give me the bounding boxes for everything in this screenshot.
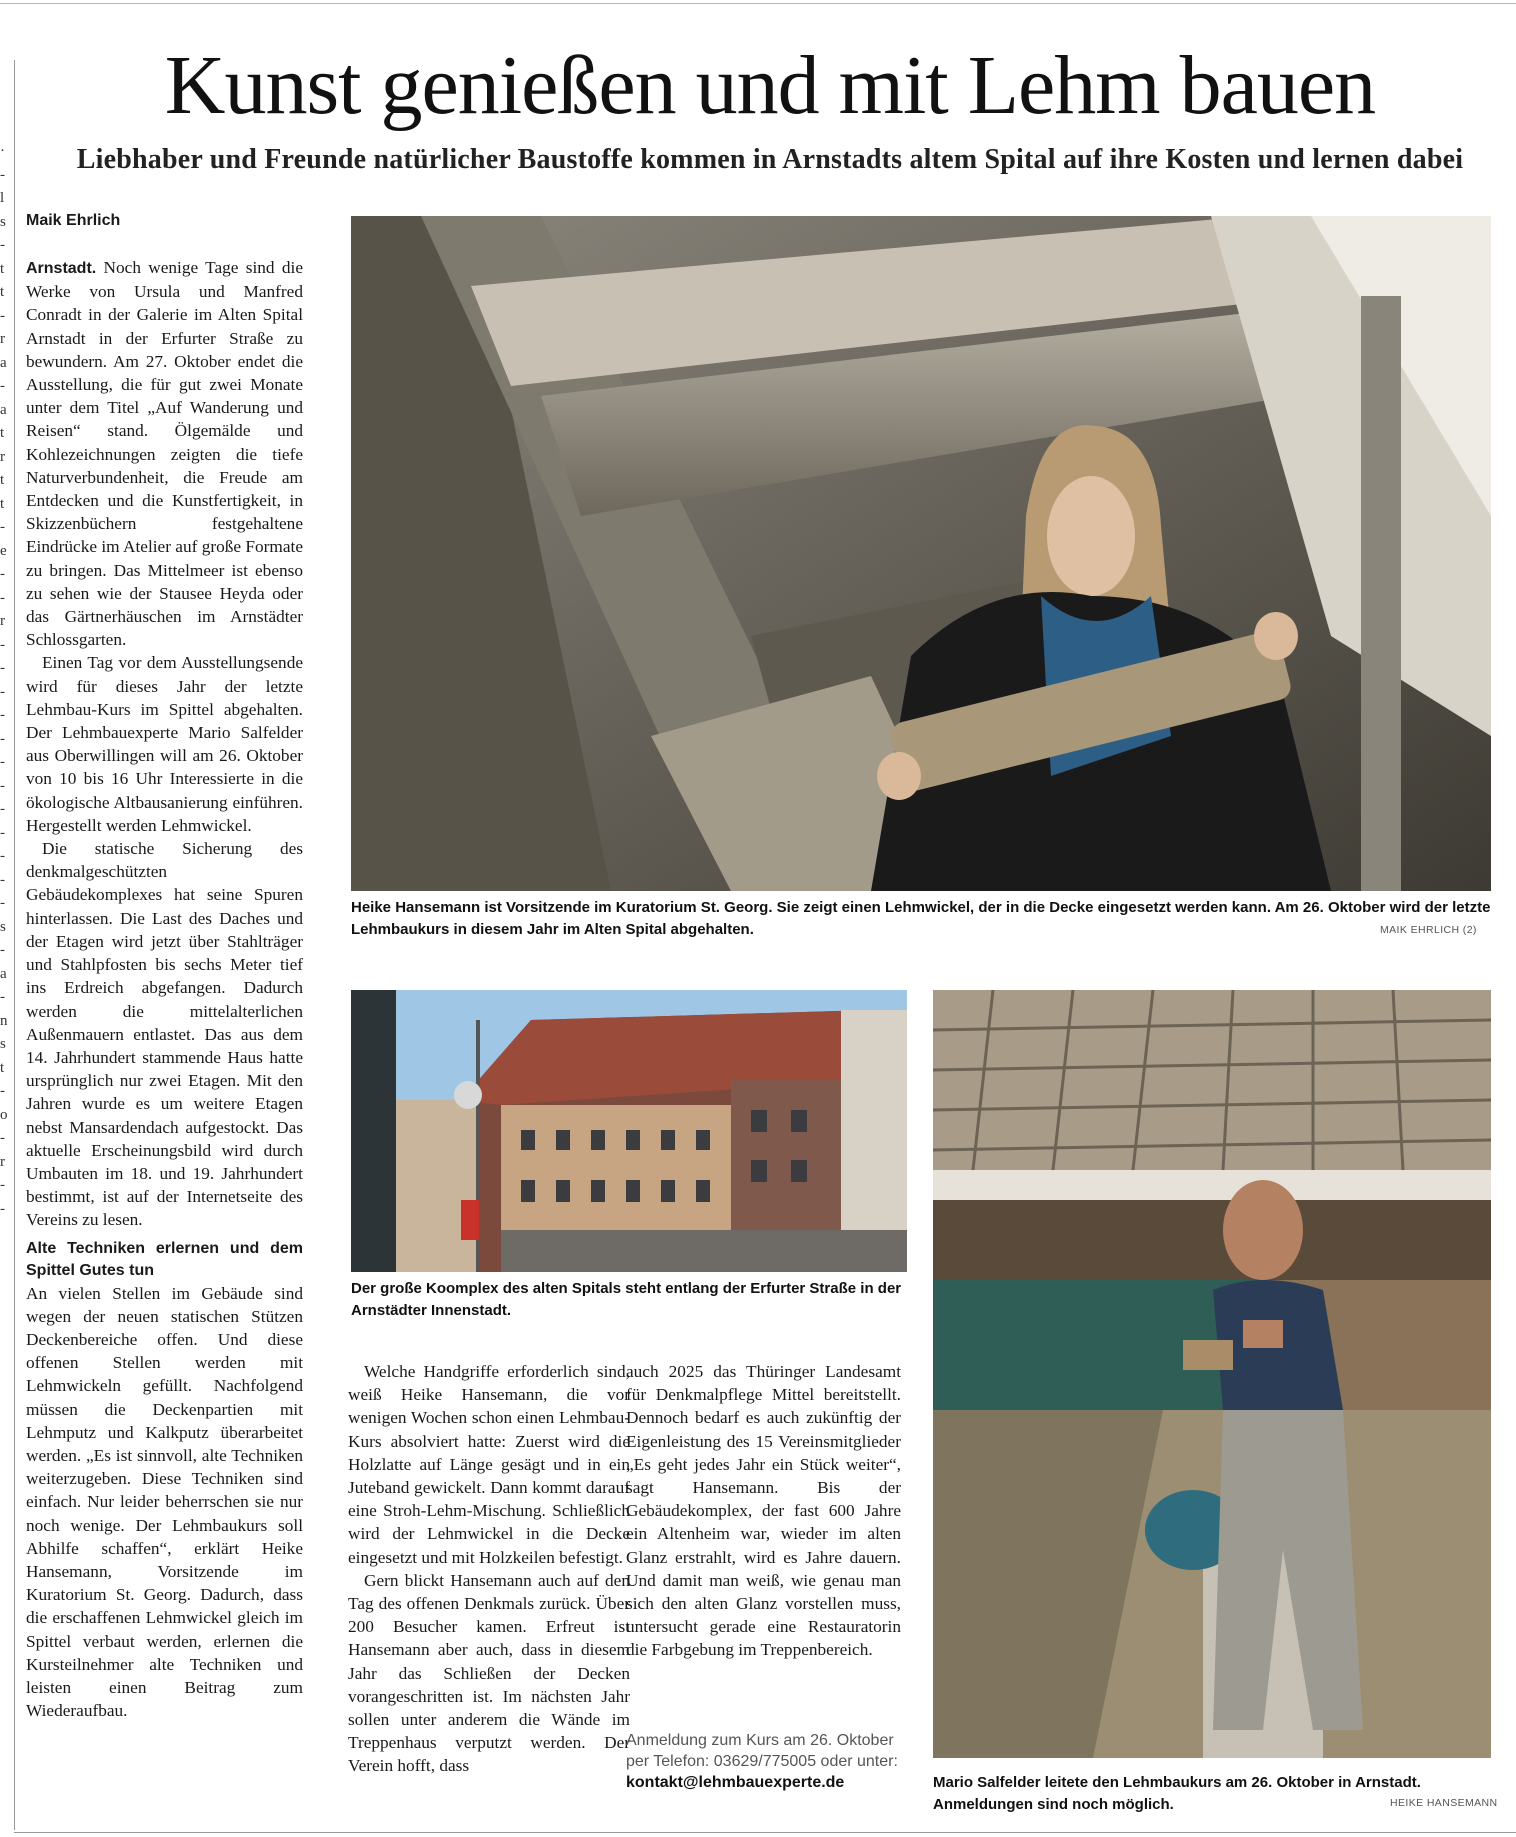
main-photo-caption: Heike Hansemann ist Vorsitzende im Kuratorium St. Georg. Sie zeigt einen Lehmwickel, der in die Decke eingesetzt werden kann. Am 26. Oktober wird der letzte Lehmbaukurs in diesem Jahr im Alten Spital abgehalten. bbox=[351, 899, 1491, 938]
main-photo bbox=[351, 216, 1491, 891]
gutter-letter: l bbox=[0, 190, 5, 206]
gutter-letter: - bbox=[0, 589, 5, 606]
gutter-letter: r bbox=[0, 331, 5, 347]
gutter-letter: - bbox=[0, 1130, 5, 1146]
gutter-letter: - bbox=[0, 519, 5, 535]
gutter-letter: · bbox=[0, 143, 5, 159]
gutter-letter: - bbox=[0, 237, 5, 253]
gutter-letter: t bbox=[0, 1059, 5, 1076]
gutter-letter: - bbox=[0, 378, 5, 394]
gutter-letter: - bbox=[0, 660, 5, 676]
paragraph: Einen Tag vor dem Ausstellungsende wird für dieses Jahr der letzte Lehmbau-Kurs im Spittel abgehalten. Der Lehmbauexperte Mario Salfelder aus Oberwillingen will am 26. Oktober von 10 bis 16 Uhr Interessierte in die ökologische Altbausanierung einführen. Hergestellt werden Lehmwickel. bbox=[26, 653, 303, 835]
paragraph-text: Noch wenige Tage sind die Werke von Ursula und Manfred Conradt in der Galerie im Alten Spital Arnstadt in der Erfurter Straße zu bewundern. Am 27. Oktober endet die Ausstellung, die für gut zwei Monate unter dem Titel „Auf Wanderung und Reisen“ stand. Ölgemälde und Kohlezeichnungen zeigten die tiefe Naturverbundenheit, die Freude am Entdecken und die Kunstfertigkeit, in Skizzenbüchern festgehaltene Eindrücke im Atelier auf große Formate zu bringen. Das Mittelmeer ist ebenso zu sehen wie der Stausee Heyda oder das Gärtnerhäuschen im Arnstädter Schlossgarten. bbox=[26, 258, 303, 650]
worker-photo bbox=[933, 990, 1491, 1758]
paragraph: auch 2025 das Thüringer Landesamt für Denkmalpflege Mittel bereitstellt. Dennoch bedarf es auch zukünftig der Eigenleistung des 15 Vereinsmitglieder „Es geht jedes Jahr ein Stück weiter“, sagt Hansemann. Bis der Gebäudekomplex, der fast 600 Jahre ein Altenheim war, wieder im alten Glanz erstrahlt, wird es Jahre dauern. Und damit man weiß, wie genau man sich den alten Glanz vorstellen muss, untersucht gerade eine Restauratorin die Farbgebung im Treppenbereich. bbox=[626, 1362, 901, 1660]
gutter-letter: - bbox=[0, 1083, 5, 1099]
gutter-letter: - bbox=[0, 730, 5, 747]
gutter-letter: r bbox=[0, 448, 5, 465]
article-column-3 bbox=[626, 1360, 901, 1662]
column-rule-left bbox=[14, 60, 15, 1830]
main-photo-credit: MAIK EHRLICH (2) bbox=[1380, 924, 1477, 936]
info-line: Anmeldung zum Kurs am 26. Oktober bbox=[626, 1732, 894, 1749]
info-line: per Telefon: 03629/775005 oder unter: bbox=[626, 1753, 898, 1770]
gutter-letter: a bbox=[0, 401, 7, 418]
headline: Kunst genießen und mit Lehm bauen bbox=[164, 39, 1376, 132]
subheading: Alte Techniken erlernen und dem Spittel Gutes tun bbox=[26, 1239, 303, 1279]
gutter-letter: - bbox=[0, 166, 5, 183]
worker-photo-credit: HEIKE HANSEMANN bbox=[1390, 1797, 1498, 1809]
top-rule bbox=[0, 3, 1516, 4]
gutter-letter: - bbox=[0, 707, 5, 723]
gutter-letter: - bbox=[0, 824, 5, 841]
contact-email-link[interactable]: kontakt@lehmbauexperte.de bbox=[626, 1774, 845, 1791]
gutter-letter: - bbox=[0, 754, 5, 770]
registration-info bbox=[626, 1730, 916, 1793]
gutter-letter: a bbox=[0, 354, 7, 371]
dateline: Arnstadt. bbox=[26, 260, 97, 277]
gutter-letter: - bbox=[0, 636, 5, 653]
street-photo-caption: Der große Koomplex des alten Spitals steht entlang der Erfurter Straße in der Arnstädter Innenstadt. bbox=[351, 1280, 902, 1319]
gutter-letter: - bbox=[0, 1177, 5, 1193]
photo-street-spital bbox=[351, 990, 907, 1272]
worker-photo-caption: Mario Salfelder leitete den Lehmbaukurs am 26. Oktober in Arnstadt. Anmeldungen sind noch möglich. bbox=[933, 1774, 1421, 1813]
gutter-letter: n bbox=[0, 1012, 8, 1029]
gutter-letter: - bbox=[0, 942, 5, 958]
article-column-1 bbox=[26, 256, 303, 1722]
gutter-letter: - bbox=[0, 871, 5, 888]
gutter-letter: s bbox=[0, 1036, 6, 1052]
gutter-letter: - bbox=[0, 801, 5, 817]
gutter-letter: e bbox=[0, 542, 7, 559]
paragraph: An vielen Stellen im Gebäude sind wegen der neuen statischen Stützen Deckenbereiche offen. Und diese offenen Stellen werden mit Lehmwickeln gefüllt. Nachfolgend müssen die Deckenpartien mit Lehmputz und Kalkputz überarbeitet werden. „Es ist sinnvoll, alte Techniken weiterzugeben. Diese Techniken sind einfach. Nur leider beherrschen sie nur noch wenige. Der Lehmbaukurs soll Abhilfe schaffen“, erklärt Heike Hansemann, Vorsitzende im Kuratorium St. Georg. Dadurch, dass die erschaffenen Lehmwickel gleich im Spittel verbaut werden, erlernen die Kursteilnehmer alte Techniken und leisten einen Beitrag zum Wiederaufbau. bbox=[26, 1283, 303, 1721]
gutter-letter: - bbox=[0, 566, 5, 582]
gutter-letter: - bbox=[0, 848, 5, 864]
gutter-letter: r bbox=[0, 613, 5, 629]
gutter-letter: - bbox=[0, 1200, 5, 1217]
gutter-letter: - bbox=[0, 307, 5, 324]
gutter-letter: r bbox=[0, 1153, 5, 1170]
gutter-letter: s bbox=[0, 918, 6, 935]
gutter-letter: s bbox=[0, 213, 6, 230]
street-photo bbox=[351, 990, 907, 1272]
subheadline: Liebhaber und Freunde natürlicher Baustoffe kommen in Arnstadts altem Spital auf ihre Kosten und lernen dabei bbox=[76, 144, 1464, 175]
photo-woman-lehmwickel bbox=[351, 216, 1491, 891]
paragraph: Welche Handgriffe erforderlich sind, weiß Heike Hansemann, die vor wenigen Wochen schon einen Lehmbau-Kurs absolviert hatte: Zuerst wird die Holzlatte auf Länge gesägt und in ein Juteband gewickelt. Dann kommt darauf eine Stroh-Lehm-Mischung. Schließlich wird der Lehmwickel in die Decke eingesetzt und mit Holzkeilen befestigt. bbox=[348, 1362, 630, 1567]
gutter-letter: - bbox=[0, 895, 5, 911]
bottom-rule bbox=[14, 1832, 1516, 1833]
article-column-2 bbox=[348, 1360, 630, 1778]
gutter-letter: t bbox=[0, 284, 5, 300]
gutter-letter: t bbox=[0, 472, 5, 488]
paragraph: Die statische Sicherung des denkmalgeschützten Gebäudekomplexes hat seine Spuren hinterlassen. Die Last des Daches und der Etagen wird jetzt über Stahlträger und Stahlpfosten bis sechs Meter tief ins Erdreich abgefangen. Dadurch werden die mittelalterlichen Außenmauern entlastet. Das aus dem 14. Jahrhundert stammende Haus hatte ursprünglich nur zwei Etagen. Mit den Jahren wurde es um weitere Etagen nebst Mansardendach aufgestockt. Das aktuelle Erscheinungsbild wird durch Umbauten im 18. und 19. Jahrhundert bestimmt, ist auf der Internetseite des Vereins zu lesen. bbox=[26, 839, 303, 1230]
gutter-letter: - bbox=[0, 683, 5, 700]
gutter-letter: t bbox=[0, 425, 5, 441]
author-byline: Maik Ehrlich bbox=[26, 212, 121, 229]
gutter-letter: t bbox=[0, 495, 5, 512]
gutter-letter: - bbox=[0, 777, 5, 794]
paragraph bbox=[26, 256, 303, 651]
gutter-letter: - bbox=[0, 989, 5, 1005]
paragraph: Gern blickt Hansemann auch auf den Tag des offenen Denkmals zurück. Über 200 Besucher kamen. Erfreut ist Hansemann aber auch, dass in diesem Jahr das Schließen der Decken vorangeschritten ist. Im nächsten Jahr sollen unter anderem die Wände im Treppenhaus verputzt werden. Der Verein hofft, dass bbox=[348, 1570, 630, 1776]
photo-mario-salfelder bbox=[933, 990, 1491, 1758]
previous-article-edge bbox=[0, 140, 12, 1221]
gutter-letter: a bbox=[0, 965, 7, 982]
gutter-letter: o bbox=[0, 1106, 8, 1123]
gutter-letter: t bbox=[0, 260, 5, 277]
